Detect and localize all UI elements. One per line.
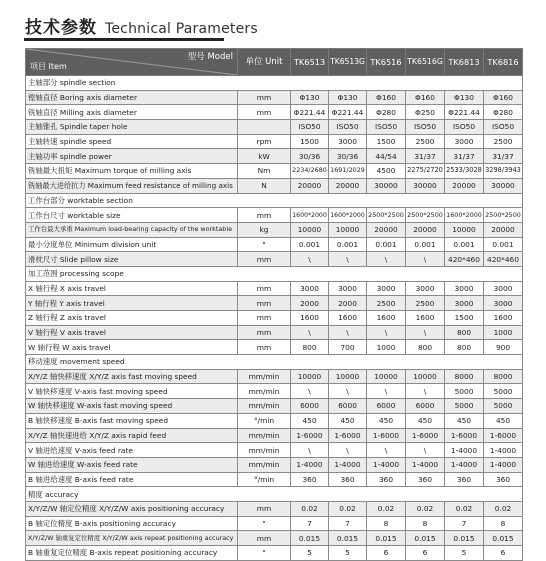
row-value: 5 [445, 546, 484, 561]
row-value: 7 [445, 516, 484, 531]
row-value: \ [406, 325, 445, 340]
row-unit: mm/min [238, 457, 291, 472]
row-unit: mm [238, 105, 291, 120]
row-unit: kg [238, 222, 291, 237]
row-label: 铣轴最大进给抗力 Maximum feed resistance of milling axis [26, 178, 238, 193]
row-label: Z 轴行程 Z axis travel [26, 311, 238, 326]
row-value: 0.02 [367, 501, 406, 516]
row-value: ISO50 [291, 120, 329, 135]
page-title-en: Technical Parameters [105, 21, 258, 37]
row-value: ISO50 [445, 120, 484, 135]
row-value: 30/36 [329, 149, 367, 164]
row-value: 0.015 [329, 531, 367, 546]
row-value: 1-4000 [291, 457, 329, 472]
row-value: 0.015 [445, 531, 484, 546]
spec-table-body [26, 49, 523, 561]
row-value: 0.015 [406, 531, 445, 546]
table-row [26, 311, 523, 326]
row-value: 450 [445, 413, 484, 428]
row-value: 3298/3943 [484, 164, 523, 179]
row-value: 5 [329, 546, 367, 561]
row-value: 44/54 [367, 149, 406, 164]
row-label: W 轴行程 W axis travel [26, 340, 238, 355]
row-value: \ [367, 325, 406, 340]
row-value: 0.02 [445, 501, 484, 516]
table-row [26, 443, 523, 458]
row-value: 450 [406, 413, 445, 428]
row-value: 8000 [484, 369, 523, 384]
row-value: 5 [291, 546, 329, 561]
row-label: V 轴快移速度 V-axis fast moving speed [26, 384, 238, 399]
page-heading [25, 13, 258, 37]
row-value: \ [367, 252, 406, 267]
row-value: 1-6000 [406, 428, 445, 443]
row-value: Φ280 [484, 105, 523, 120]
row-value: 800 [291, 340, 329, 355]
header-item-label: 项目 Item [30, 62, 67, 71]
row-unit: ° [238, 237, 291, 252]
row-value: 1600*2000 [291, 208, 329, 223]
row-label: 镗轴直径 Boring axis diameter [26, 90, 238, 105]
table-row [26, 120, 523, 135]
row-value: 1600 [291, 311, 329, 326]
row-value: \ [329, 384, 367, 399]
header-model-tk6516: TK6516 [367, 49, 406, 76]
row-value: 6000 [329, 399, 367, 414]
row-value: 31/37 [406, 149, 445, 164]
table-row [26, 281, 523, 296]
row-value: 6000 [406, 399, 445, 414]
row-unit: mm [238, 296, 291, 311]
header-model-tk6813: TK6813 [445, 49, 484, 76]
row-unit: °/min [238, 472, 291, 487]
row-value: 0.001 [484, 237, 523, 252]
row-value: 1-6000 [367, 428, 406, 443]
row-value: 3000 [445, 134, 484, 149]
row-value: 6000 [291, 399, 329, 414]
row-value: 2500*2500 [367, 208, 406, 223]
row-unit: mm [238, 531, 291, 546]
row-value: 1-6000 [329, 428, 367, 443]
row-value: Φ130 [445, 90, 484, 105]
row-value: 8 [484, 516, 523, 531]
table-row [26, 399, 523, 414]
row-unit: mm/min [238, 428, 291, 443]
row-value: 800 [406, 340, 445, 355]
section-title: 主轴部分 spindle section [26, 76, 523, 91]
row-value: \ [406, 384, 445, 399]
row-label: B 轴定位精度 B-axis positioning accuracy [26, 516, 238, 531]
table-row [26, 105, 523, 120]
row-unit [238, 120, 291, 135]
table-row [26, 178, 523, 193]
row-unit: rpm [238, 134, 291, 149]
row-value: 30000 [406, 178, 445, 193]
row-label: 主轴功率 spindle power [26, 149, 238, 164]
row-value: 20000 [445, 178, 484, 193]
section-row [26, 487, 523, 502]
table-row [26, 90, 523, 105]
row-unit: Nm [238, 164, 291, 179]
row-value: 1600 [329, 311, 367, 326]
row-value: \ [291, 325, 329, 340]
row-label: 滑枕尺寸 Slide pillow size [26, 252, 238, 267]
row-value: 2000 [291, 296, 329, 311]
row-value: 10000 [406, 369, 445, 384]
row-value: 0.001 [406, 237, 445, 252]
row-value: 2000 [329, 296, 367, 311]
row-value: 20000 [484, 222, 523, 237]
row-label: B 轴重复定位精度 B-axis repeat positioning accuracy [26, 546, 238, 561]
row-label: Y 轴行程 Y axis travel [26, 296, 238, 311]
row-value: 31/37 [484, 149, 523, 164]
row-value: 1600 [484, 311, 523, 326]
row-value: \ [329, 443, 367, 458]
row-value: 3000 [329, 134, 367, 149]
row-value: 2500 [406, 296, 445, 311]
header-model-tk6513: TK6513 [291, 49, 329, 76]
row-value: 0.02 [291, 501, 329, 516]
row-value: 3000 [445, 296, 484, 311]
row-unit: " [238, 546, 291, 561]
row-value: 5000 [445, 384, 484, 399]
row-value: 1-4000 [484, 443, 523, 458]
row-value: 360 [445, 472, 484, 487]
row-value: 3000 [367, 281, 406, 296]
table-row [26, 325, 523, 340]
row-unit: mm [238, 281, 291, 296]
row-value: \ [367, 384, 406, 399]
row-value: ISO50 [406, 120, 445, 135]
row-value: 1600*2000 [445, 208, 484, 223]
row-label: 主轴转速 spindle speed [26, 134, 238, 149]
row-value: 20000 [406, 222, 445, 237]
table-row [26, 208, 523, 223]
row-value: 3000 [445, 281, 484, 296]
row-value: 1500 [367, 134, 406, 149]
row-value: 1-4000 [367, 457, 406, 472]
row-label: 铣轴直径 Milling axis diameter [26, 105, 238, 120]
row-value: 1600*2000 [329, 208, 367, 223]
section-row [26, 193, 523, 208]
row-value: 2500*2500 [406, 208, 445, 223]
table-row [26, 252, 523, 267]
row-value: 10000 [291, 222, 329, 237]
row-value: Φ221.44 [291, 105, 329, 120]
row-value: 0.015 [367, 531, 406, 546]
row-value: 5000 [484, 399, 523, 414]
row-unit: °/min [238, 413, 291, 428]
section-row [26, 266, 523, 281]
row-value: 10000 [445, 222, 484, 237]
row-label: B 轴进给速度 B-axis feed rate [26, 472, 238, 487]
row-value: 8000 [445, 369, 484, 384]
row-value: 1-4000 [445, 457, 484, 472]
row-value: 1-4000 [484, 457, 523, 472]
row-value: 0.001 [291, 237, 329, 252]
row-unit: mm/min [238, 443, 291, 458]
header-model-tk6816: TK6816 [484, 49, 523, 76]
table-row [26, 501, 523, 516]
row-value: 20000 [291, 178, 329, 193]
row-value: 0.015 [291, 531, 329, 546]
row-unit: mm [238, 311, 291, 326]
row-value: 3000 [406, 281, 445, 296]
row-label: W 轴进给速度 W-axis feed rate [26, 457, 238, 472]
row-value: 360 [406, 472, 445, 487]
header-unit-label: 单位 Unit [238, 49, 291, 76]
row-label: 主轴锥孔 Spindle taper hole [26, 120, 238, 135]
row-value: Φ130 [329, 90, 367, 105]
row-value: ISO50 [484, 120, 523, 135]
row-value: 10000 [367, 369, 406, 384]
table-row [26, 384, 523, 399]
row-value: 2500 [367, 296, 406, 311]
row-label: X/Y/Z 轴快移速度 X/Y/Z axis fast moving speed [26, 369, 238, 384]
row-label: 铣轴最大扭矩 Maximum torque of milling axis [26, 164, 238, 179]
row-unit: mm [238, 90, 291, 105]
row-value: 360 [329, 472, 367, 487]
row-value: 3000 [329, 281, 367, 296]
row-label: 工作台尺寸 worktable size [26, 208, 238, 223]
row-value: 800 [445, 340, 484, 355]
page-title-zh: 技术参数 [25, 18, 97, 38]
row-value: \ [406, 443, 445, 458]
row-value: \ [367, 443, 406, 458]
row-value: Φ280 [367, 105, 406, 120]
row-unit: mm/min [238, 384, 291, 399]
row-label: V 轴进给速度 V-axis feed rate [26, 443, 238, 458]
row-value: 0.02 [329, 501, 367, 516]
row-value: 1-4000 [406, 457, 445, 472]
row-value: Φ221.44 [329, 105, 367, 120]
row-value: Φ130 [291, 90, 329, 105]
row-value: 0.001 [367, 237, 406, 252]
section-title: 工作台部分 worktable section [26, 193, 523, 208]
row-value: Φ250 [406, 105, 445, 120]
row-value: 3000 [291, 281, 329, 296]
row-value: 30/36 [291, 149, 329, 164]
row-value: 2500 [406, 134, 445, 149]
table-row [26, 428, 523, 443]
row-value: 450 [367, 413, 406, 428]
row-value: 0.001 [329, 237, 367, 252]
row-value: Φ160 [367, 90, 406, 105]
row-value: Φ221.44 [445, 105, 484, 120]
row-value: 1-4000 [329, 457, 367, 472]
row-value: 0.001 [445, 237, 484, 252]
row-label: X 轴行程 X axis travel [26, 281, 238, 296]
spec-table [25, 48, 523, 561]
row-value: 8 [367, 516, 406, 531]
row-value: 360 [484, 472, 523, 487]
header-corner-cell [26, 49, 238, 76]
row-value: \ [329, 252, 367, 267]
table-row [26, 340, 523, 355]
row-value: 6 [406, 546, 445, 561]
row-value: \ [406, 252, 445, 267]
row-value: 3000 [484, 281, 523, 296]
table-row [26, 164, 523, 179]
row-value: 0.015 [484, 531, 523, 546]
row-value: ISO50 [329, 120, 367, 135]
row-unit: N [238, 178, 291, 193]
row-value: 2234/2680 [291, 164, 329, 179]
row-value: 5000 [445, 399, 484, 414]
row-value: \ [291, 252, 329, 267]
table-row [26, 516, 523, 531]
header-model-label: 型号 Model [187, 52, 233, 62]
row-value: 10000 [329, 369, 367, 384]
row-value: 5000 [484, 384, 523, 399]
row-value: 1-4000 [445, 443, 484, 458]
row-value: 8 [406, 516, 445, 531]
row-value: \ [291, 443, 329, 458]
row-value: 0.02 [406, 501, 445, 516]
row-unit: mm/min [238, 399, 291, 414]
row-value: 1-6000 [484, 428, 523, 443]
table-row [26, 413, 523, 428]
row-label: 工作台最大承重 Maximum load-bearing capacity of the worktable [26, 222, 238, 237]
row-value: 4500 [367, 164, 406, 179]
table-row [26, 457, 523, 472]
row-value: 700 [329, 340, 367, 355]
row-value: 1000 [484, 325, 523, 340]
row-value: \ [291, 384, 329, 399]
table-row [26, 296, 523, 311]
row-value: 7 [291, 516, 329, 531]
table-row [26, 369, 523, 384]
table-row [26, 546, 523, 561]
row-value: 900 [484, 340, 523, 355]
row-value: 10000 [329, 222, 367, 237]
row-label: X/Y/Z/W 轴重复定位精度 X/Y/Z/W axis repeat positioning accuracy [26, 531, 238, 546]
table-row [26, 222, 523, 237]
row-value: 2275/2720 [406, 164, 445, 179]
row-value: 0.02 [484, 501, 523, 516]
row-value: 6 [484, 546, 523, 561]
row-unit: kW [238, 149, 291, 164]
row-value: 6000 [367, 399, 406, 414]
title-underline [24, 38, 224, 41]
row-value: 7 [329, 516, 367, 531]
row-value: 450 [484, 413, 523, 428]
row-value: 1000 [367, 340, 406, 355]
row-label: W 轴快移速度 W-axis fast moving speed [26, 399, 238, 414]
row-value: 31/37 [445, 149, 484, 164]
row-label: B 轴快移速度 B-axis fast moving speed [26, 413, 238, 428]
row-unit: " [238, 516, 291, 531]
row-value: Φ160 [406, 90, 445, 105]
row-value: 1600 [367, 311, 406, 326]
row-unit: mm [238, 501, 291, 516]
table-header-row [26, 49, 523, 76]
row-unit: mm [238, 325, 291, 340]
row-value: 1600 [406, 311, 445, 326]
row-value: 1500 [445, 311, 484, 326]
row-value: 420*460 [445, 252, 484, 267]
row-value: 800 [445, 325, 484, 340]
section-title: 精度 accuracy [26, 487, 523, 502]
table-row [26, 472, 523, 487]
row-value: Φ160 [484, 90, 523, 105]
row-value: 10000 [291, 369, 329, 384]
row-value: 1-6000 [445, 428, 484, 443]
row-unit: mm [238, 208, 291, 223]
row-label: 最小分度单位 Minimum division unit [26, 237, 238, 252]
row-value: 3000 [484, 296, 523, 311]
row-value: 450 [329, 413, 367, 428]
row-value: 420*460 [484, 252, 523, 267]
row-value: 2500*2500 [484, 208, 523, 223]
row-label: V 轴行程 V axis travel [26, 325, 238, 340]
row-value: 20000 [329, 178, 367, 193]
section-row [26, 355, 523, 370]
row-value: 1691/2029 [329, 164, 367, 179]
table-row [26, 237, 523, 252]
row-unit: mm [238, 252, 291, 267]
header-model-tk6513g: TK6513G [329, 49, 367, 76]
row-unit: mm/min [238, 369, 291, 384]
section-title: 移动速度 movement speed [26, 355, 523, 370]
row-value: 20000 [367, 222, 406, 237]
row-unit: mm [238, 340, 291, 355]
row-value: 360 [291, 472, 329, 487]
table-row [26, 134, 523, 149]
section-title: 加工范围 processing scope [26, 266, 523, 281]
row-label: X/Y/Z/W 轴定位精度 X/Y/Z/W axis positioning accuracy [26, 501, 238, 516]
row-value: 2500 [484, 134, 523, 149]
section-row [26, 76, 523, 91]
row-value: 30000 [367, 178, 406, 193]
table-row [26, 531, 523, 546]
row-value: 1-6000 [291, 428, 329, 443]
row-value: 450 [291, 413, 329, 428]
row-value: 6 [367, 546, 406, 561]
row-value: 1500 [291, 134, 329, 149]
row-value: 30000 [484, 178, 523, 193]
row-value: 360 [367, 472, 406, 487]
table-row [26, 149, 523, 164]
row-value: 2533/3028 [445, 164, 484, 179]
header-model-tk6516g: TK6516G [406, 49, 445, 76]
row-value: ISO50 [367, 120, 406, 135]
row-label: X/Y/Z 轴快速进给 X/Y/Z axis rapid feed [26, 428, 238, 443]
row-value: \ [329, 325, 367, 340]
